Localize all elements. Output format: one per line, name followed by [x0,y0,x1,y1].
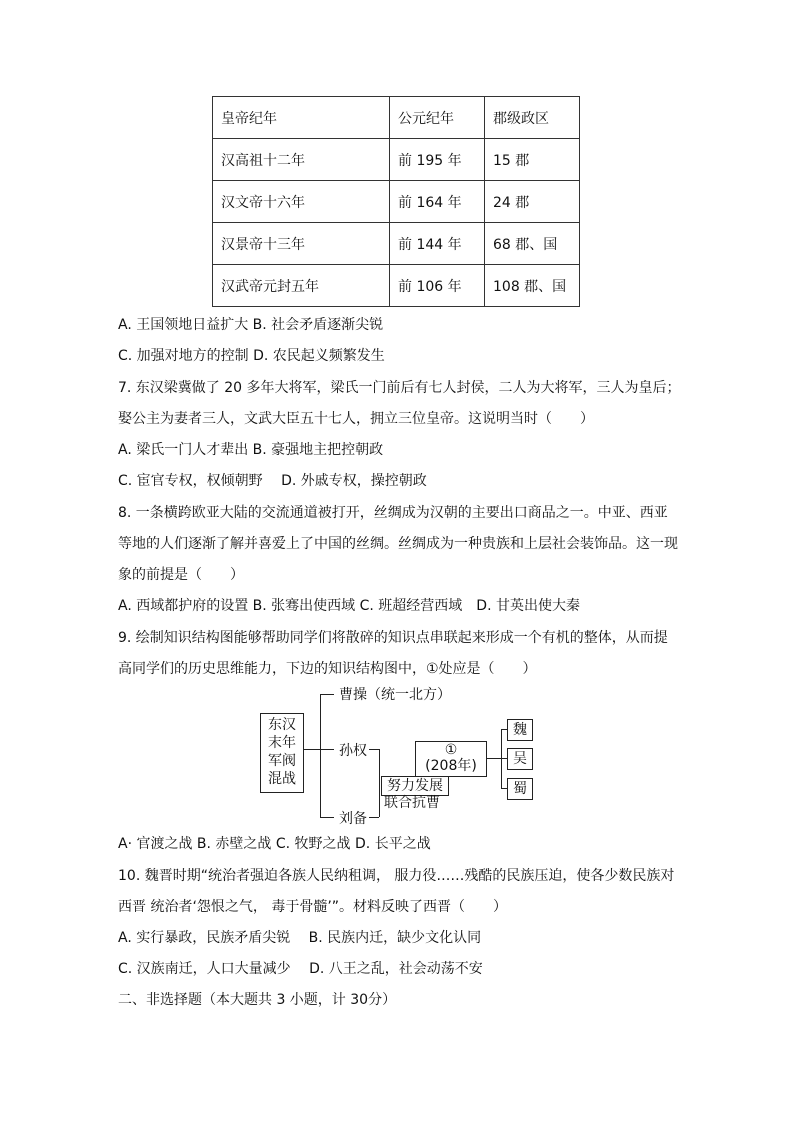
battle-year: (208年) [425,758,477,774]
table-header-cell: 郡级政区 [485,97,580,139]
table-cell: 68 郡、国 [485,223,580,265]
connector-line [369,817,379,818]
q7-options-ab: A. 梁氏一门人才辈出 B. 豪强地主把控朝政 [118,442,384,458]
table-header-cell: 公元纪年 [390,97,485,139]
q10-stem-line: 西晋 统治者‘怨恨之气， 毒于骨髓’”。材料反映了西晋（ ） [118,899,508,915]
q7-stem-line: 娶公主为妻者三人，文武大臣五十七人，拥立三位皇帝。这说明当时（ ） [118,411,594,427]
knowledge-structure-diagram [255,686,545,828]
table-cell: 汉高祖十二年 [213,139,390,181]
q6-options-ab: A. 王国领地日益扩大 B. 社会矛盾逐渐尖锐 [118,317,384,333]
bracket-line [379,749,380,817]
table-cell: 前 106 年 [390,265,485,307]
connector-line [486,758,501,759]
diagram-root-line: 军阀 [268,753,296,769]
q10-options-cd: C. 汉族南迁，人口大量减少 D. 八王之乱，社会动荡不安 [118,961,483,977]
alliance-box-upper [381,776,449,796]
table-cell: 24 郡 [485,181,580,223]
kingdom-box-shu: 蜀 [507,778,533,800]
q8-stem-line: 等地的人们逐渐了解并喜爱上了中国的丝绸。丝绸成为一种贵族和上层社会装饰品。这一现 [118,536,678,552]
connector-line [369,749,379,750]
diagram-root-line: 末年 [268,735,296,751]
q8-stem-line: 象的前提是（ ） [118,567,244,583]
table-header-row [213,97,580,139]
battle-number: ① [444,742,458,758]
diagram-root-box [260,713,304,793]
table-row [213,139,580,181]
q7-stem-line: 7. 东汉梁冀做了 20 多年大将军，梁氏一门前后有七人封侯，二人为大将军，三人为皇后； [118,380,681,396]
diagram-root-line: 东汉 [268,717,296,733]
q8-stem-line: 8. 一条横跨欧亚大陆的交流通道被打开，丝绸成为汉朝的主要出口商品之一。中亚、西亚 [118,505,668,521]
q10-options-ab: A. 实行暴政，民族矛盾尖锐 B. 民族内迁，缺少文化认同 [118,930,482,946]
table-row [213,223,580,265]
diagram-liubei-label: 刘备 [339,811,367,827]
table-cell: 汉文帝十六年 [213,181,390,223]
data-table [212,96,580,307]
connector-line [320,749,334,750]
q9-stem-line: 高同学们的历史思维能力，下边的知识结构图中，①处应是（ ） [118,661,537,677]
section-heading: 二、非选择题（本大题共 3 小题，计 30分） [118,992,397,1008]
table-cell: 汉武帝元封五年 [213,265,390,307]
table-header-cell: 皇帝纪年 [213,97,390,139]
alliance-text-line: 努力发展 [387,778,443,794]
table-cell: 前 164 年 [390,181,485,223]
table-cell: 108 郡、国 [485,265,580,307]
kingdom-box-wu: 吴 [507,748,533,770]
table-cell: 前 144 年 [390,223,485,265]
q6-options-cd: C. 加强对地方的控制 D. 农民起义频繁发生 [118,348,385,364]
battle-box [415,741,487,777]
q10-stem-line: 10. 魏晋时期“统治者强迫各族人民纳租调， 服力役……残酷的民族压迫，使各少数民族对 [118,868,675,884]
q9-stem-line: 9. 绘制知识结构图能够帮助同学们将散碎的知识点串联起来形成一个有机的整体，从而提 [118,630,668,646]
connector-line [320,694,334,695]
connector-line [303,749,320,750]
kingdom-box-wei: 魏 [507,719,533,741]
connector-line [320,817,334,818]
diagram-caocao-label: 曹操（统一北方） [339,687,451,703]
table-row [213,181,580,223]
q9-options: A· 官渡之战 B. 赤壁之战 C. 牧野之战 D. 长平之战 [118,836,431,852]
table-cell: 前 195 年 [390,139,485,181]
table-cell: 15 郡 [485,139,580,181]
q8-options: A. 西域都护府的设置 B. 张骞出使西域 C. 班超经营西域 D. 甘英出使大秦 [118,598,580,614]
table-cell: 汉景帝十三年 [213,223,390,265]
q7-options-cd: C. 宦官专权，权倾朝野 D. 外戚专权，操控朝政 [118,473,427,489]
bracket-line [320,694,321,818]
diagram-sunquan-label: 孙权 [339,743,367,759]
diagram-root-line: 混战 [268,771,296,787]
alliance-text-line: 联合抗曹 [384,795,440,811]
table-row [213,265,580,307]
